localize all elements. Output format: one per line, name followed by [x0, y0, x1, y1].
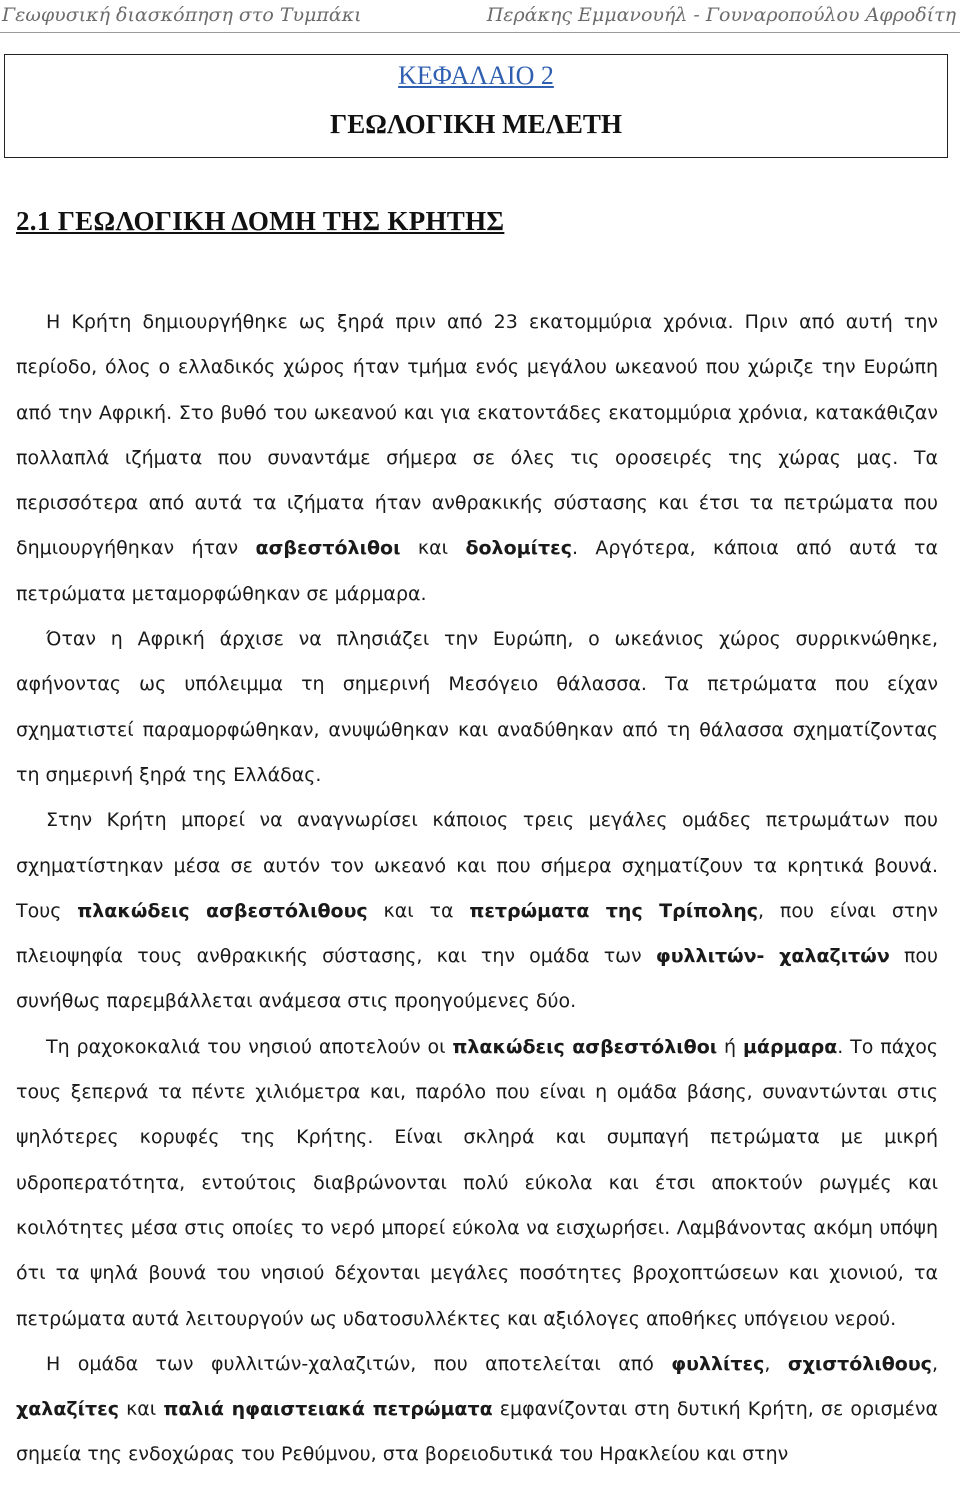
section-title: 2.1 ΓΕΩΛΟΓΙΚΗ ΔΟΜΗ ΤΗΣ ΚΡΗΤΗΣ: [16, 206, 505, 236]
chapter-title: ΓΕΩΛΟΓΙΚΗ ΜΕΛΕΤΗ: [330, 109, 622, 139]
text-run: Η ομάδα των φυλλιτών-χαλαζιτών, που αποτελείται από: [46, 1352, 672, 1375]
bold-term: πλακώδεις ασβεστόλιθοι: [452, 1035, 718, 1058]
text-run: ή: [717, 1035, 743, 1058]
bold-term: φυλλιτών- χαλαζιτών: [655, 945, 890, 968]
paragraph-3: [16, 798, 938, 1024]
text-run: . Αργότερα, κάποια από αυτά τα πετρώματα μεταμορφώθηκαν σε μάρμαρα.: [16, 537, 938, 605]
bold-term: δολομίτες: [465, 537, 572, 560]
text-run: και τα: [367, 899, 470, 922]
bold-term: πετρώματα της Τρίπολης: [469, 899, 758, 922]
text-run: , που είναι στην πλειοψηφία τους ανθρακικής σύστασης, και την ομάδα των: [16, 899, 939, 968]
text-run: Στην Κρήτη μπορεί να αναγνωρίσει κάποιος τρεις μεγάλες ομάδες πετρωμάτων που σχηματίστηκαν μέσα σε αυτόν τον ωκεανό και που σήμερα σχηματίζουν τα κρητικά βουνά. Τους: [16, 809, 938, 922]
text-run: εμφανίζονται στη δυτική Κρήτη, σε ορισμένα σημεία της ενδοχώρας του Ρεθύμνου, στα βορειοδυτικά του Ηρακλείου και στην: [16, 1398, 938, 1466]
header-divider: [0, 32, 960, 33]
text-run: και: [118, 1398, 164, 1421]
paragraph-1: [16, 300, 938, 617]
text-run: Η Κρήτη δημιουργήθηκε ως ξηρά πριν από 23 εκατομμύρια χρόνια. Πριν από αυτή την περίοδο, όλος ο ελλαδικός χώρος ήταν τμήμα ενός μεγάλου ωκεανού που χώριζε την Ευρώπη από την Αφρική. Στο βυθό του ωκεανού και για εκατοντάδες εκατομμύρια χρόνια, κατακάθιζαν πολλαπλά ιζήματα που συναντάμε σήμερα σε όλες τις οροσειρές της χώρας μας. Τα περισσότερα από αυτά τα ιζήματα ήταν ανθρακικής σύστασης και έτσι τα πετρώματα που δημιουργήθηκαν ήταν: [16, 311, 938, 560]
bold-term: σχιστόλιθους: [787, 1352, 932, 1375]
text-run: ,: [764, 1352, 788, 1375]
bold-term: χαλαζίτες: [16, 1398, 119, 1421]
paragraph-5: [16, 1342, 938, 1478]
page-header: [0, 0, 960, 36]
text-run: . Το πάχος τους ξεπερνά τα πέντε χιλιόμετρα και, παρόλο που είναι η ομάδα βάσης, συναντώνται στις ψηλότερες κορυφές της Κρήτης. Είναι σκληρά και συμπαγή πετρώματα με μικρή υδροπερατότητα, εντούτοις διαβρώνονται πολύ εύκολα και έτσι αποκτούν ρωγμές και κοιλότητες μέσα στις οποίες το νερό μπορεί εύκολα να εισχωρήσει. Λαμβάνοντας ακόμη υπόψη ότι τα ψηλά βουνά του νησιού δέχονται μεγάλες ποσότητες βροχοπτώσεων και χιονιού, τα πετρώματα αυτά λειτουργούν ως υδατοσυλλέκτες και αξιόλογες αποθήκες υπόγειου νερού.: [16, 1035, 938, 1330]
text-run: Τη ραχοκοκαλιά του νησιού αποτελούν οι: [46, 1035, 453, 1058]
body-text: [16, 300, 938, 1478]
paragraph-4: [16, 1025, 938, 1342]
text-run: που συνήθως παρεμβάλλεται ανάμεσα στις προηγούμενες δύο.: [16, 945, 938, 1013]
text-run: και: [400, 537, 466, 560]
header-document-title: Γεωφυσική διασκόπηση στο Τυμπάκι: [2, 4, 362, 26]
bold-term: φυλλίτες: [671, 1352, 765, 1375]
bold-term: παλιά ηφαιστειακά πετρώματα: [163, 1398, 493, 1421]
chapter-number: ΚΕΦΑΛΑΙΟ 2: [398, 61, 554, 90]
chapter-heading-box: [4, 54, 948, 158]
header-authors: Περάκης Εμμανουήλ - Γουναροπούλου Αφροδίτη: [486, 4, 956, 26]
bold-term: πλακώδεις ασβεστόλιθους: [77, 899, 368, 922]
paragraph-2: Όταν η Αφρική άρχισε να πλησιάζει την Ευρώπη, ο ωκεάνιος χώρος συρρικνώθηκε, αφήνοντας ως υπόλειμμα τη σημερινή Μεσόγειο θάλασσα. Τα πετρώματα που είχαν σχηματιστεί παραμορφώθηκαν, ανυψώθηκαν και αναδύθηκαν από τη θάλασσα σχηματίζοντας τη σημερινή ξηρά της Ελλάδας.: [16, 628, 938, 786]
text-run: ,: [931, 1352, 938, 1375]
bold-term: ασβεστόλιθοι: [255, 537, 401, 560]
bold-term: μάρμαρα: [742, 1035, 838, 1058]
